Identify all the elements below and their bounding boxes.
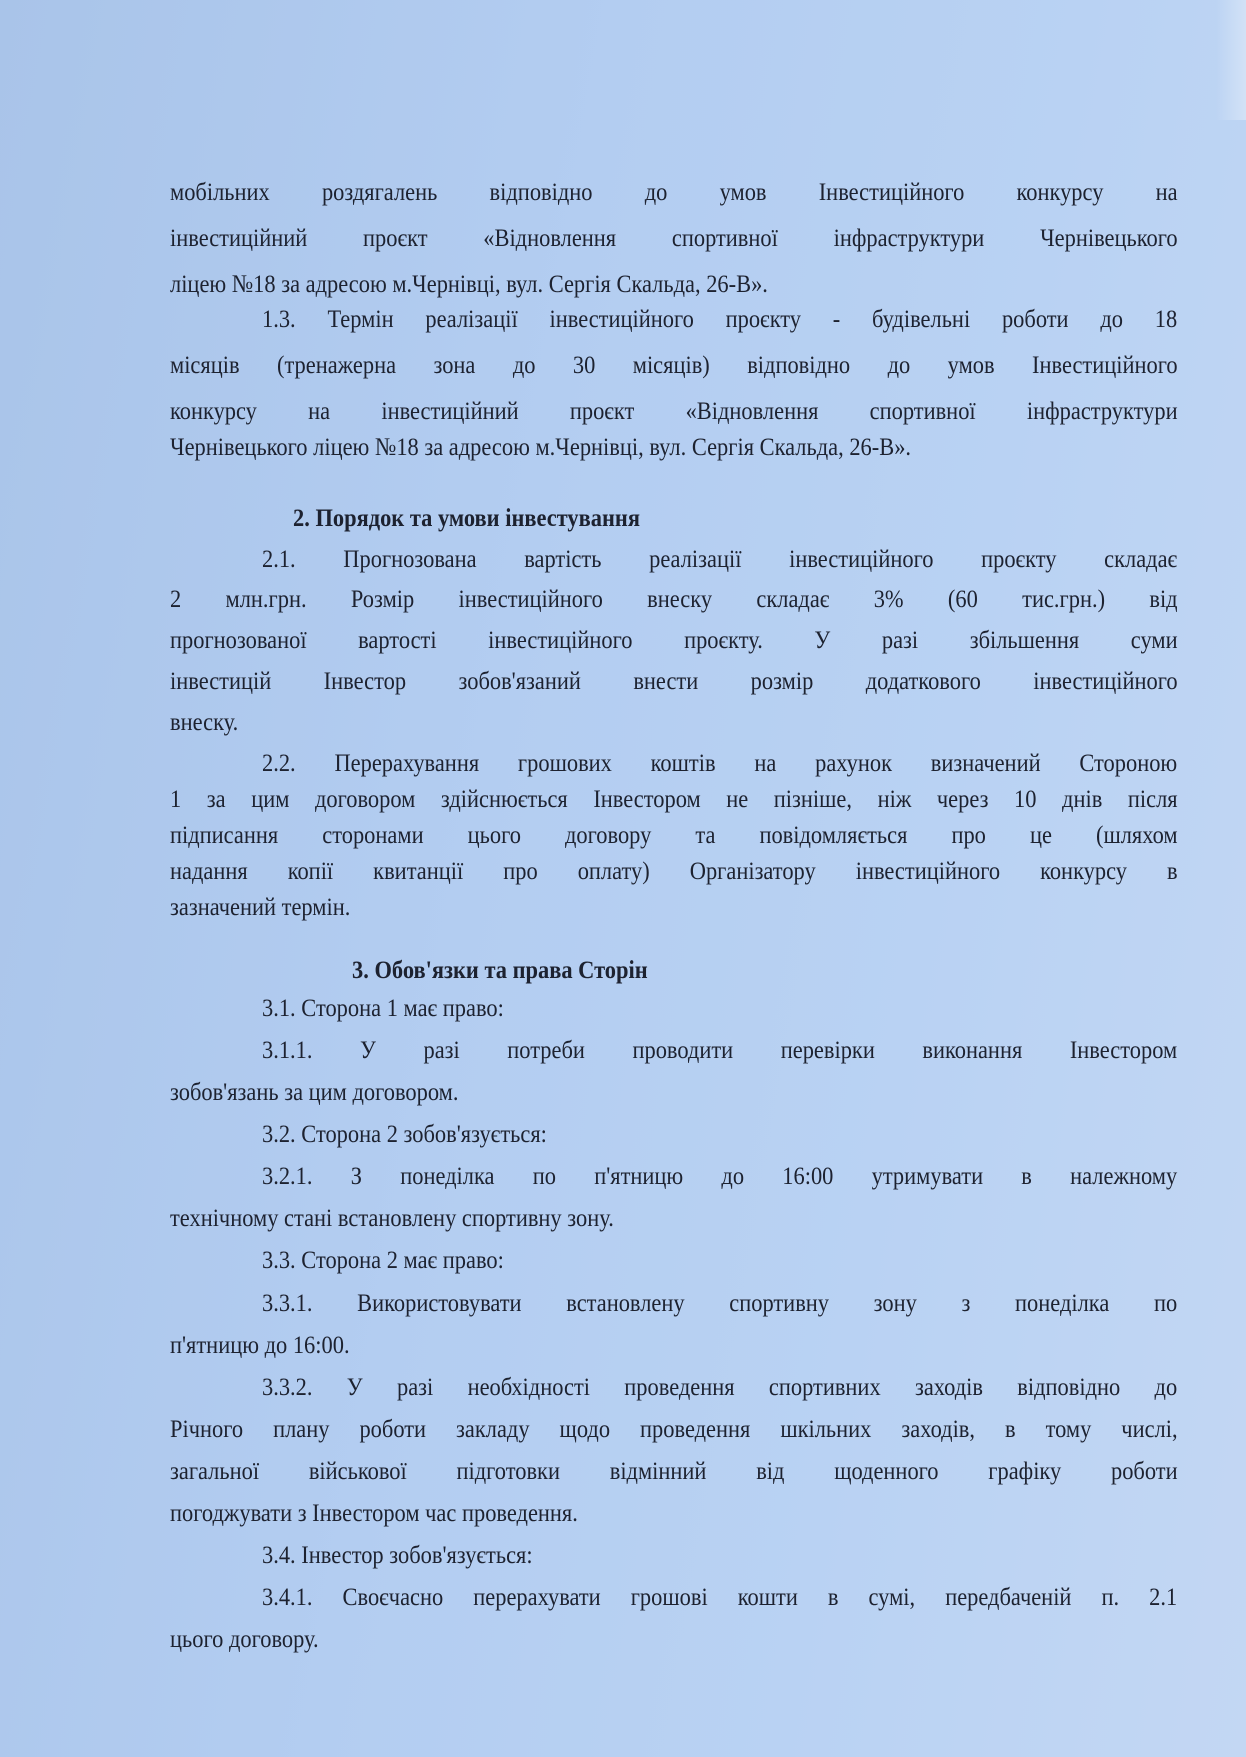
text-line: технічному стані встановлену спортивну зону. [170,1203,614,1232]
text-line: погоджувати з Інвестором час проведення. [170,1498,578,1527]
text-line: 2.2. Перерахування грошових коштів на рахунок визначений Стороною [262,748,1178,777]
text-line: 2 млн.грн. Розмір інвестиційного внеску складає 3% (60 тис.грн.) від [170,584,1178,613]
text-line: 3.2.1. З понеділка по п'ятницю до 16:00 утримувати в належному [262,1161,1178,1190]
text-line: внеску. [170,707,239,736]
text-line: інвестицій Інвестор зобов'язаний внести розмір додаткового інвестиційного [170,666,1178,695]
text-line: мобільних роздягалень відповідно до умов Інвестиційного конкурсу на [170,177,1178,206]
text-line: п'ятницю до 16:00. [170,1330,350,1359]
text-line: інвестиційний проєкт «Відновлення спортивної інфраструктури Чернівецького [170,223,1178,252]
text-line: 2.1. Прогнозована вартість реалізації інвестиційного проєкту складає [262,544,1178,573]
paper-edge [1216,0,1246,120]
text-line: надання копії квитанції про оплату) Організатору інвестиційного конкурсу в [170,856,1178,885]
text-line: 3.3.2. У разі необхідності проведення спортивних заходів відповідно до [262,1372,1178,1401]
text-line: 3.3.1. Використовувати встановлену спортивну зону з понеділка по [262,1288,1178,1317]
text-line: прогнозованої вартості інвестиційного проєкту. У разі збільшення суми [170,625,1178,654]
text-line: підписання сторонами цього договору та повідомляється про це (шляхом [170,820,1178,849]
section-2-heading: 2. Порядок та умови інвестування [293,503,640,532]
section-3-heading: 3. Обов'язки та права Сторін [352,955,648,984]
text-line: 3.4.1. Своєчасно перерахувати грошові кошти в сумі, передбаченій п. 2.1 [262,1582,1178,1611]
text-line: 1 за цим договором здійснюється Інвестором не пізніше, ніж через 10 днів після [170,784,1178,813]
text-line: зобов'язань за цим договором. [170,1077,459,1106]
clause-3-3: 3.3. Сторона 2 має право: [262,1245,504,1274]
text-line: 1.3. Термін реалізації інвестиційного проєкту - будівельні роботи до 18 [262,304,1178,333]
clause-3-2: 3.2. Сторона 2 зобов'язується: [262,1119,547,1148]
text-line: Річного плану роботи закладу щодо проведення шкільних заходів, в тому числі, [170,1414,1178,1443]
text-line: ліцею №18 за адресою м.Чернівці, вул. Сергія Скальда, 26-В». [170,269,768,298]
clause-3-1: 3.1. Сторона 1 має право: [262,993,504,1022]
text-line: Чернівецького ліцею №18 за адресою м.Чернівці, вул. Сергія Скальда, 26-В». [170,432,912,461]
text-line: конкурсу на інвестиційний проєкт «Відновлення спортивної інфраструктури [170,396,1178,425]
text-line: місяців (тренажерна зона до 30 місяців) відповідно до умов Інвестиційного [170,350,1178,379]
text-line: цього договору. [170,1624,319,1653]
text-line: зазначений термін. [170,892,351,921]
text-line: загальної військової підготовки відмінний від щоденного графіку роботи [170,1456,1178,1485]
text-line: 3.1.1. У разі потреби проводити перевірки виконання Інвестором [262,1035,1178,1064]
clause-3-4: 3.4. Інвестор зобов'язується: [262,1540,533,1569]
